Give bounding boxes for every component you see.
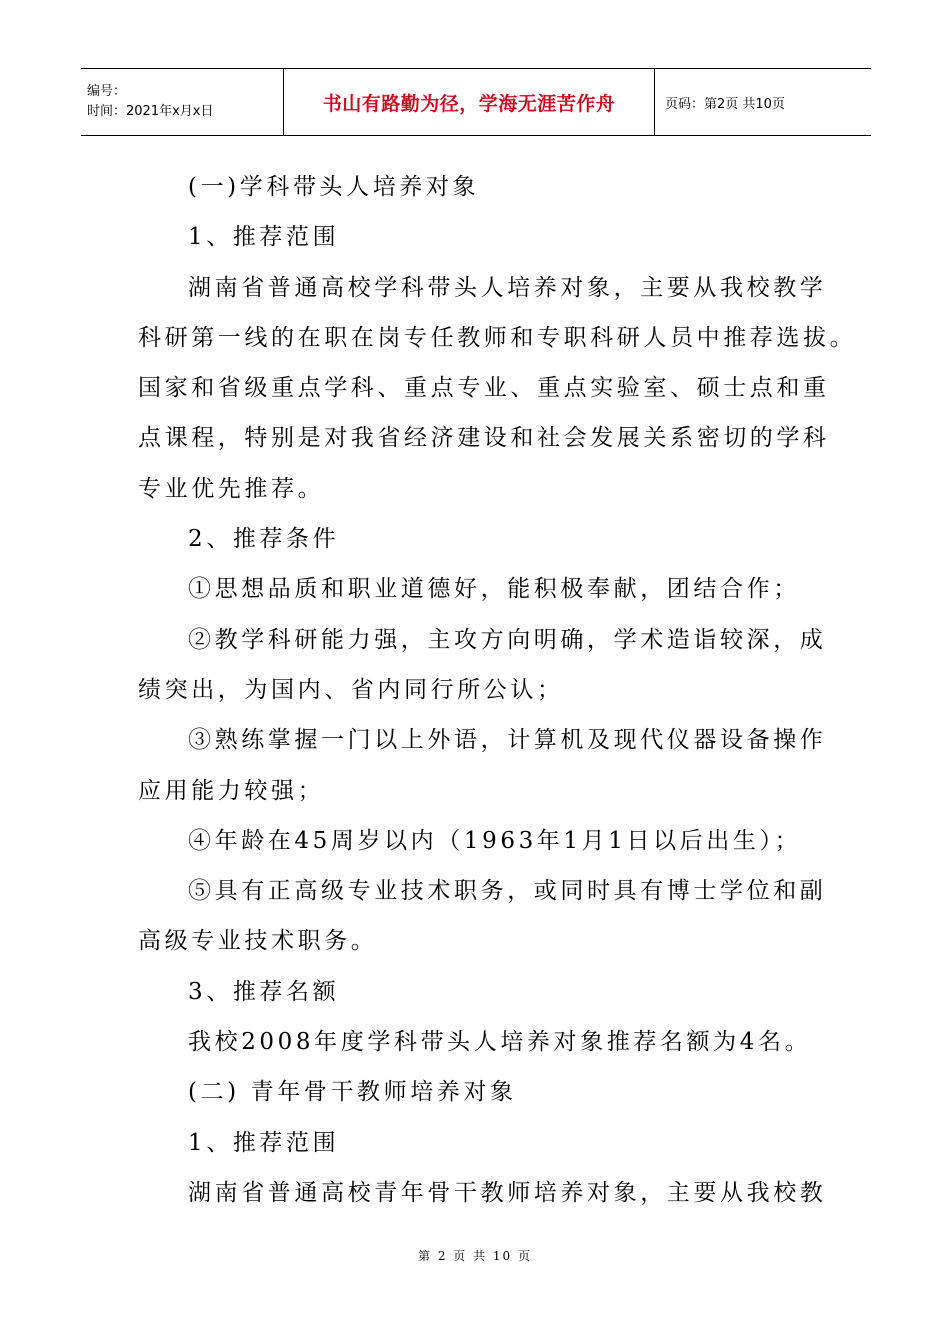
document-number-label: 编号： [87,84,127,99]
header-page-label: 页码：第2页 共10页 [665,96,785,112]
body-line: ①思想品质和职业道德好，能积极奉献，团结合作； [188,576,800,603]
body-line: 我校2008年度学科带头人培养对象推荐名额为4名。 [188,1029,812,1056]
body-line: 湖南省普通高校青年骨干教师培养对象，主要从我校教 [188,1179,827,1206]
body-line: ⑤具有正高级专业技术职务，或同时具有博士学位和副 [188,878,827,905]
header-page-cell [655,69,871,135]
header-motto: 书山有路勤为径，学海无涯苦作舟 [322,92,616,115]
body-line: ③熟练掌握一门以上外语，计算机及现代仪器设备操作 [188,727,827,754]
document-body [138,162,857,1218]
body-line: 专业优先推荐。 [138,475,325,502]
body-line: 湖南省普通高校学科带头人培养对象，主要从我校教学 [188,274,827,301]
body-line: 科研第一线的在职在岗专任教师和专职科研人员中推荐选拔。 [138,324,857,351]
page-header [81,68,871,136]
body-line: 应用能力较强； [138,777,325,804]
body-line: (一)学科带头人培养对象 [188,174,480,200]
body-line: ②教学科研能力强，主攻方向明确，学术造诣较深，成 [188,626,827,653]
body-line: 1、推荐范围 [188,1129,340,1156]
body-line: 1、推荐范围 [188,224,340,251]
header-motto-cell [284,69,655,135]
body-line: 国家和省级重点学科、重点专业、重点实验室、硕士点和重 [138,375,830,402]
body-line: 绩突出，为国内、省内同行所公认； [138,676,564,703]
body-line: 点课程，特别是对我省经济建设和社会发展关系密切的学科 [138,425,830,452]
body-line: ④年龄在45周岁以内（1963年1月1日以后出生）； [188,827,802,854]
header-meta [81,69,284,135]
document-date-label: 时间：2021年x月x日 [87,104,214,119]
page-footer: 第 2 页 共 10 页 [418,1249,532,1263]
body-line: 3、推荐名额 [188,978,340,1005]
body-line: 2、推荐条件 [188,526,340,553]
body-line: (二) 青年骨干教师培养对象 [188,1079,517,1106]
body-line: 高级专业技术职务。 [138,928,378,955]
